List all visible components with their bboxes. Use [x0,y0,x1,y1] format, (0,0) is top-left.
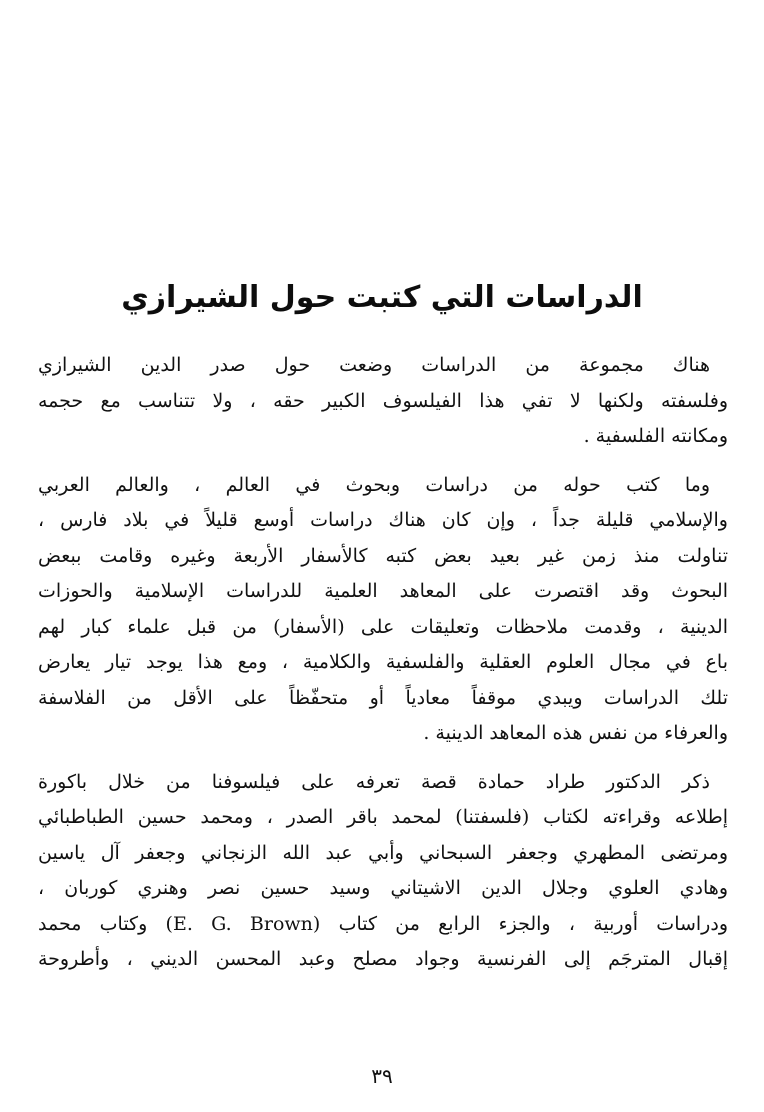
text-line: باع في مجال العلوم العقلية والفلسفية والكلامية ، ومع هذا يوجد تيار يعارض [38,651,728,673]
page-number: ٣٩ [371,1064,393,1088]
text-line: والإسلامي قليلة جداً ، وإن كان هناك دراسات أوسع قليلاً في بلاد فارس ، [38,509,728,531]
paragraph-1 [38,348,728,455]
text-line: تلك الدراسات ويبدي موقفاً معادياً أو متحفّظاً على الأقل من الفلاسفة [38,686,728,709]
text-line: إقبال المترجَم إلى الفرنسية وجواد مصلح وعبد المحسن الديني ، وأطروحة [38,948,728,970]
paragraph-2 [38,468,728,752]
body-text [38,348,728,991]
text-line: ومكانته الفلسفية . [583,425,728,447]
text-line: ذكر الدكتور طراد حمادة قصة تعرفه على فيلسوفنا من خلال باكورة [38,770,710,793]
text-line: إطلاعه وقراءته لكتاب (فلسفتنا) لمحمد باقر الصدر ، ومحمد حسين الطباطبائي [38,806,728,828]
text-line: ومرتضى المطهري وجعفر السبحاني وأبي عبد الله الزنجاني وجعفر آل ياسين [38,841,728,864]
text-line: الدينية ، وقدمت ملاحظات وتعليقات على (الأسفار) من قبل علماء كبار لهم [38,615,728,638]
text-line: ودراسات أوربية ، والجزء الرابع من كتاب (E. G. Brown) وكتاب محمد [38,912,728,935]
text-line: هناك مجموعة من الدراسات وضعت حول صدر الدين الشيرازي [38,354,710,376]
paragraph-3 [38,765,728,978]
text-line: تناولت منذ زمن غير بعيد بعض كتبه كالأسفار الأربعة وغيره وقامت ببعض [38,544,728,567]
chapter-title: الدراسات التي كتبت حول الشيرازي [121,280,643,315]
text-line: والعرفاء من نفس هذه المعاهد الدينية . [423,722,728,744]
text-line: وفلسفته ولكنها لا تفي هذا الفيلسوف الكبير حقه ، ولا تتناسب مع حجمه [38,389,728,412]
text-line: البحوث وقد اقتصرت على المعاهد العلمية للدراسات الإسلامية والحوزات [38,580,728,602]
text-line: وما كتب حوله من دراسات وبحوث في العالم ، والعالم العربي [38,473,710,496]
text-line: وهادي العلوي وجلال الدين الاشيتاني وسيد حسين نصر وهنري كوربان ، [38,877,728,899]
